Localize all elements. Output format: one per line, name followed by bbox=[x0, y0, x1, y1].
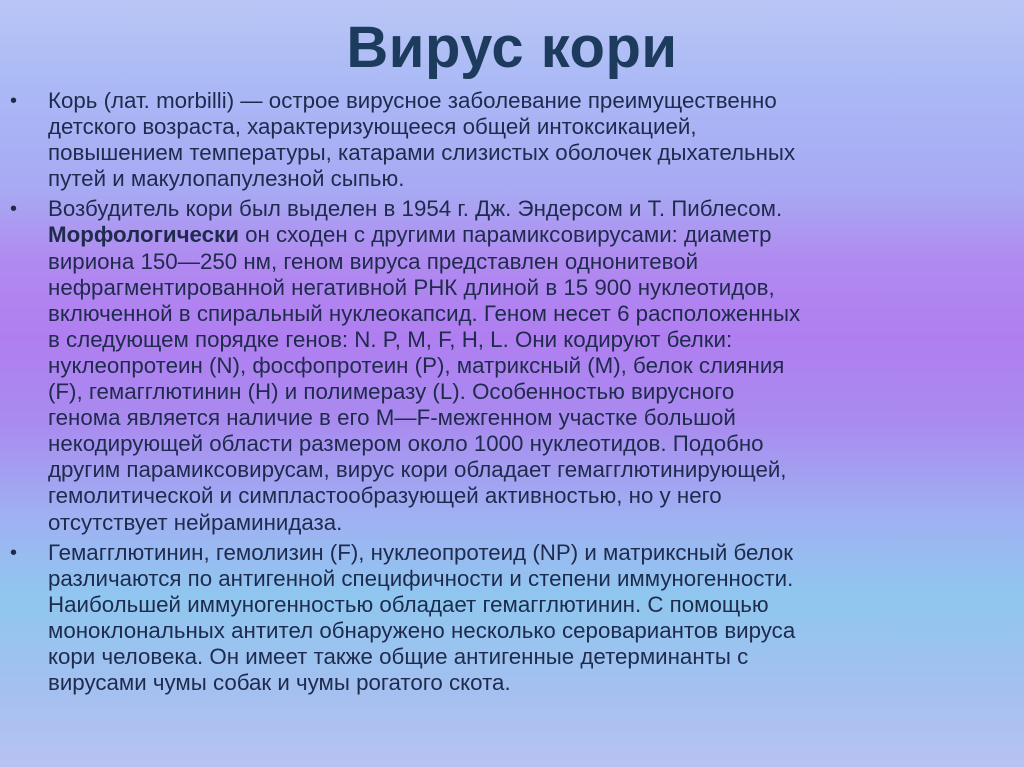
text-line: повышением температуры, катарами слизистых оболочек дыхательных bbox=[48, 140, 796, 166]
bullet-icon: • bbox=[10, 198, 18, 221]
text-line: кори человека. Он имеет также общие антигенные детерминанты с bbox=[48, 643, 749, 669]
bullet-icon: • bbox=[10, 90, 18, 112]
text-line: моноклональных антител обнаружено несколько серовариантов вируса bbox=[48, 617, 796, 643]
text-line: гемолитической и симпластообразующей активностью, но у него bbox=[48, 483, 722, 509]
text-fragment: он сходен с другими парамиксовирусами: диаметр bbox=[238, 222, 772, 248]
text-line: Наибольшей иммуногенностью обладает гемагглютинин. С помощью bbox=[48, 591, 769, 617]
text-line: (F), гемагглютинин (H) и полимеразу (L). Особенностью вирусного bbox=[48, 379, 735, 405]
text-line: вирусами чумы собак и чумы рогатого скота. bbox=[48, 670, 511, 696]
text-line: путей и макулопапулезной сыпью. bbox=[48, 166, 405, 192]
bullet-item-antigens bbox=[10, 540, 1015, 697]
text-line: Возбудитель кори был выделен в 1954 г. Дж. Эндерсом и Т. Пиблесом. bbox=[48, 196, 783, 222]
text-line: отсутствует нейраминидаза. bbox=[48, 509, 343, 535]
bullet-item-morphology bbox=[10, 196, 1015, 535]
text-line: Гемагглютинин, гемолизин (F), нуклеопротеид (NP) и матриксный белок bbox=[48, 539, 794, 565]
slide-title: Вирус кори bbox=[346, 15, 678, 80]
text-line bbox=[48, 222, 1015, 248]
bold-term: Морфологически bbox=[48, 222, 239, 248]
text-line: нефрагментированной негативной РНК длиной в 15 900 нуклеотидов, bbox=[48, 274, 775, 300]
text-line: другим парамиксовирусам, вирус кори обладает гемагглютинирующей, bbox=[48, 457, 787, 483]
text-line: некодирующей области размером около 1000 нуклеотидов. Подобно bbox=[48, 431, 764, 457]
text-line: детского возраста, характеризующееся общей интоксикацией, bbox=[48, 114, 697, 140]
text-line: нуклеопротеин (N), фосфопротеин (P), матриксный (M), белок слияния bbox=[48, 352, 785, 378]
text-line: вириона 150—250 нм, геном вируса представлен однонитевой bbox=[48, 248, 699, 274]
text-line: включенной в спиральный нуклеокапсид. Геном несет 6 расположенных bbox=[48, 300, 801, 326]
text-line: генома является наличие в его M—F-межгенном участке большой bbox=[48, 405, 736, 431]
text-line: различаются по антигенной специфичности и степени иммуногенности. bbox=[48, 565, 794, 591]
bullet-icon: • bbox=[10, 541, 18, 564]
text-line: в следующем порядке генов: N. P, M, F, H, L. Они кодируют белки: bbox=[48, 326, 733, 352]
slide-body bbox=[10, 88, 1015, 700]
bullet-item-definition bbox=[10, 88, 1015, 192]
text-line: Корь (лат. morbilli) — острое вирусное заболевание преимущественно bbox=[48, 88, 777, 113]
